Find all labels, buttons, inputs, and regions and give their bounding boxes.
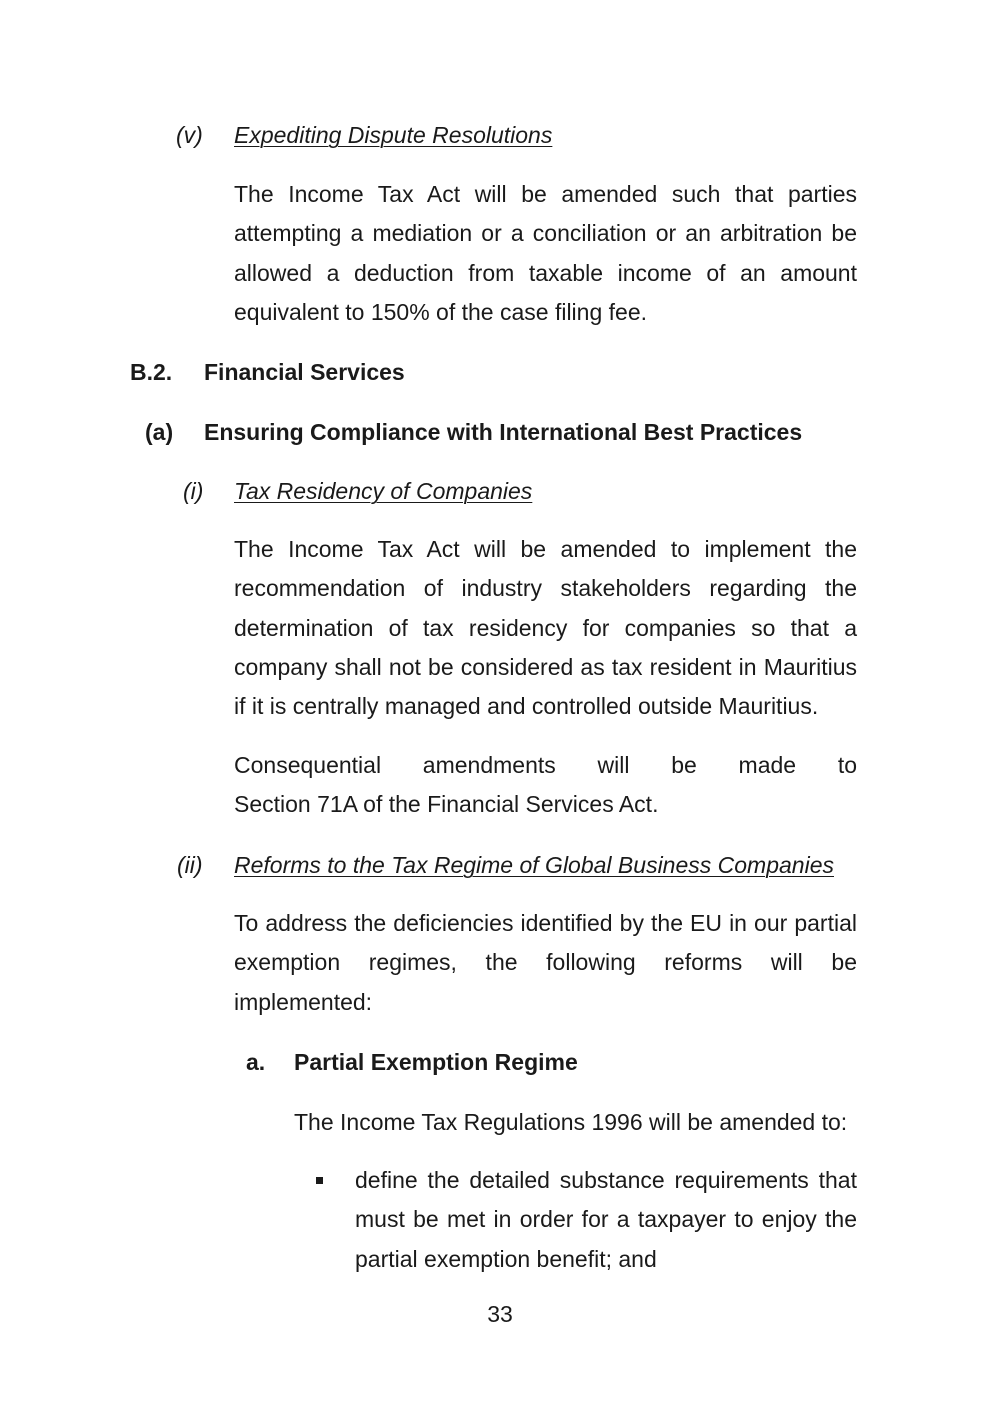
paragraph-line: Section 71A of the Financial Services Act. xyxy=(234,791,659,818)
paragraph-line: company shall not be considered as tax resident in Mauritius xyxy=(234,653,857,680)
paragraph-line: define the detailed substance requirements that xyxy=(355,1167,857,1193)
page-number: 33 xyxy=(487,1301,513,1327)
section-b2-number: B.2. xyxy=(130,359,173,385)
paragraph-line: recommendation of industry stakeholders regarding the xyxy=(234,575,857,602)
subsection-a-title: Partial Exemption Regime xyxy=(294,1049,578,1075)
section-v-paragraph xyxy=(234,175,857,332)
paragraph-line: exemption regimes, the following reforms will be xyxy=(234,949,857,976)
paragraph-line: if it is centrally managed and controlled outside Mauritius. xyxy=(234,693,819,720)
section-i-title: Tax Residency of Companies xyxy=(234,478,533,504)
bullet-item-1 xyxy=(355,1161,857,1279)
section-a-number: (a) xyxy=(145,419,174,445)
section-v-number: (v) xyxy=(176,122,203,148)
paragraph-line: Consequential amendments will be made to xyxy=(234,752,857,778)
paragraph-line: The Income Tax Act will be amended such that parties xyxy=(234,181,857,207)
paragraph-line: equivalent to 150% of the case filing fee. xyxy=(234,298,648,325)
bullet-marker xyxy=(316,1177,323,1184)
section-b2-title: Financial Services xyxy=(204,359,405,385)
section-i-paragraph-1 xyxy=(234,530,857,726)
section-i-paragraph-2 xyxy=(234,746,857,825)
section-i-number: (i) xyxy=(183,478,204,504)
section-a-title: Ensuring Compliance with International Best Practices xyxy=(204,419,803,445)
paragraph-line: To address the deficiencies identified by the EU in our partial xyxy=(234,910,857,936)
paragraph-line: implemented: xyxy=(234,988,373,1015)
paragraph-line: partial exemption benefit; and xyxy=(355,1245,657,1272)
section-ii-paragraph xyxy=(234,904,857,1022)
section-ii-number: (ii) xyxy=(177,852,203,878)
subsection-a-number: a. xyxy=(246,1049,266,1075)
subsection-a-intro: The Income Tax Regulations 1996 will be amended to: xyxy=(294,1109,848,1135)
section-v-title: Expediting Dispute Resolutions xyxy=(234,122,553,148)
section-ii-title: Reforms to the Tax Regime of Global Business Companies xyxy=(234,852,834,878)
paragraph-line: allowed a deduction from taxable income of an amount xyxy=(234,259,857,286)
paragraph-line: The Income Tax Act will be amended to implement the xyxy=(234,536,857,562)
paragraph-line: attempting a mediation or a conciliation or an arbitration be xyxy=(234,220,857,247)
paragraph-line: determination of tax residency for companies so that a xyxy=(234,614,857,641)
paragraph-line: must be met in order for a taxpayer to enjoy the xyxy=(355,1206,857,1233)
